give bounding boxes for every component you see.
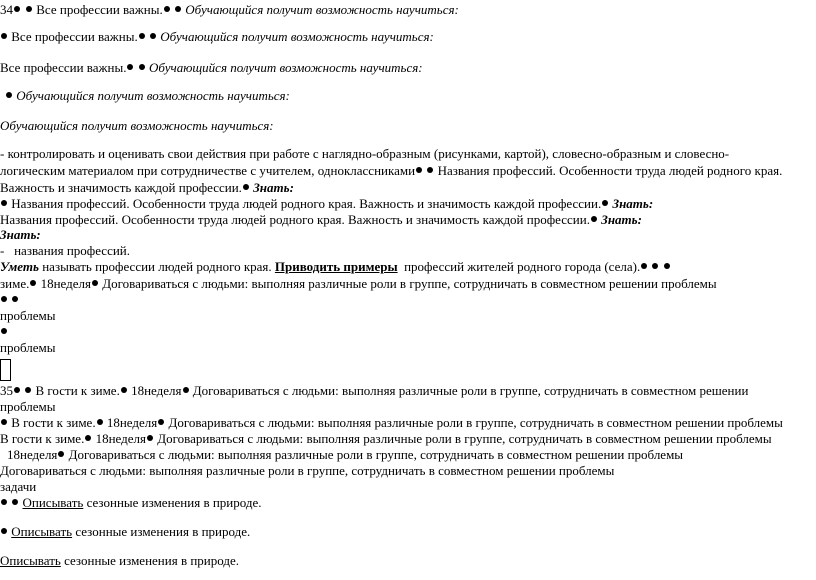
bullet-icon [243, 184, 249, 190]
bullet-icon [427, 167, 433, 173]
text-line [7, 447, 683, 463]
bullet-icon [12, 499, 18, 505]
control-text-line-2: логическим материалом при сотрудничестве с учителем, одноклассниками [0, 163, 416, 178]
bullet-icon [6, 92, 12, 98]
negotiate-text: Договариваться с людьми: выполняя различные роли в группе, сотрудничать в совместном решении проблемы [0, 463, 615, 478]
student-opportunity-text: Обучающийся получит возможность научиться: [148, 60, 423, 75]
bullet-icon [1, 33, 7, 39]
give-examples-link: Приводить примеры [274, 259, 398, 274]
week-text: 18неделя [95, 431, 146, 446]
know-label: Знать: [612, 196, 654, 211]
all-important-text: Все профессии важны. [0, 60, 127, 75]
student-opportunity-text: Обучающийся получит возможность научиться: [0, 118, 274, 133]
examples-rest-text: профессий жителей родного города (села). [404, 259, 641, 274]
bullet-icon [147, 435, 153, 441]
text-line [0, 524, 250, 540]
bullet-icon [175, 6, 181, 12]
student-opportunity-text: Обучающийся получит возможность научиться: [160, 29, 434, 44]
bullet-icon [26, 6, 32, 12]
bullet-icon [664, 263, 670, 269]
names-text: Названия профессий. Особенности труда людей родного края. [0, 212, 345, 227]
know-label: Знать: [0, 227, 41, 242]
bullet-icon [1, 200, 7, 206]
text-line [0, 29, 434, 45]
problems-text: проблемы [0, 399, 56, 414]
dash: - [0, 243, 5, 258]
importance-text: Важность и значимость каждой профессии. [0, 180, 242, 195]
week-text: 18неделя [40, 276, 92, 291]
negotiate-text: Договариваться с людьми: выполняя различные роли в группе, сотрудничать в совместном решении проблемы [157, 431, 772, 446]
bullet-icon [591, 216, 597, 222]
text-line [0, 415, 783, 431]
text-line [0, 431, 772, 447]
text-line [0, 553, 239, 569]
can-text: называть профессии людей родного края. [42, 259, 272, 274]
week-text: 18неделя [131, 383, 182, 398]
bullet-icon [14, 6, 20, 12]
bullet-icon [127, 64, 133, 70]
winter-text: зиме. [0, 276, 30, 291]
bullet-icon [121, 387, 127, 393]
importance-text: Важность и значимость каждой профессии. [359, 196, 602, 211]
text-line [0, 383, 748, 399]
know-dash-text: названия профессий. [14, 243, 131, 258]
visit-winter-text: В гости к зиме. [11, 415, 96, 430]
text-line [0, 60, 423, 76]
bullet-icon [1, 328, 7, 334]
text-line [0, 495, 262, 511]
text-line [0, 212, 642, 228]
know-label: Знать: [601, 212, 642, 227]
text-line [0, 196, 653, 212]
negotiate-text: Договариваться с людьми: выполняя различные роли в группе, сотрудничать в совместном решении проблемы [102, 276, 717, 291]
visit-winter-text: В гости к зиме. [0, 431, 85, 446]
text-line [5, 88, 290, 104]
week-text: 18неделя [7, 447, 58, 462]
bullet-icon [14, 387, 20, 393]
bullet-icon [602, 200, 608, 206]
empty-box [0, 359, 11, 381]
bullet-icon [1, 419, 7, 425]
seasonal-text: сезонные изменения в природе. [64, 553, 240, 568]
bullet-icon [1, 296, 7, 302]
text-line [0, 259, 671, 275]
bullet-icon [85, 435, 91, 441]
bullet-icon [58, 451, 64, 457]
problems-text: проблемы [0, 340, 56, 355]
negotiate-short-text: Договариваться с людьми: выполняя различные роли в группе, сотрудничать в совместном решении [192, 383, 749, 398]
problems-text: проблемы [0, 308, 56, 323]
text-line [0, 324, 8, 340]
tasks-text: задачи [0, 479, 37, 494]
lesson-number: 35 [0, 383, 13, 398]
text-line [0, 292, 19, 308]
lesson-number: 34 [0, 2, 13, 17]
can-label: Уметь [0, 259, 39, 274]
bullet-icon [1, 499, 7, 505]
bullet-icon [12, 296, 18, 302]
describe-link: Описывать [11, 524, 73, 539]
bullet-icon [164, 6, 170, 12]
describe-link: Описывать [0, 553, 61, 568]
bullet-icon [97, 419, 103, 425]
bullet-icon [139, 33, 145, 39]
importance-text: Важность и значимость каждой профессии. [348, 212, 590, 227]
control-text-line-1: - контролировать и оценивать свои действия при работе с наглядно-образным (рисунками, картой), словесно-образным и словесно- [0, 146, 730, 161]
seasonal-text: сезонные изменения в природе. [75, 524, 251, 539]
week-text: 18неделя [106, 415, 158, 430]
bullet-icon [641, 263, 647, 269]
bullet-icon [30, 280, 36, 286]
bullet-icon [92, 280, 98, 286]
know-label: Знать: [253, 180, 294, 195]
bullet-icon [150, 33, 156, 39]
bullet-icon [158, 419, 164, 425]
all-important-text: Все профессии важны. [11, 29, 138, 44]
negotiate-text: Договариваться с людьми: выполняя различные роли в группе, сотрудничать в совместном решении проблемы [168, 415, 783, 430]
text-line [0, 163, 782, 179]
bullet-icon [1, 528, 7, 534]
names-text: Названия профессий. Особенности труда людей родного края. [437, 163, 783, 178]
bullet-icon [652, 263, 658, 269]
negotiate-text: Договариваться с людьми: выполняя различные роли в группе, сотрудничать в совместном решении проблемы [68, 447, 684, 462]
names-text: Названия профессий. Особенности труда людей родного края. [11, 196, 357, 211]
text-line [0, 276, 717, 292]
visit-winter-text: В гости к зиме. [35, 383, 120, 398]
all-important-text: Все профессии важны. [36, 2, 163, 17]
describe-link: Описывать [22, 495, 84, 510]
text-line [0, 2, 459, 18]
student-opportunity-text: Обучающийся получит возможность научиться: [185, 2, 459, 17]
seasonal-text: сезонные изменения в природе. [86, 495, 262, 510]
bullet-icon [139, 64, 145, 70]
bullet-icon [25, 387, 31, 393]
student-opportunity-text: Обучающийся получит возможность научиться: [16, 88, 290, 103]
bullet-icon [183, 387, 189, 393]
text-line [0, 243, 130, 259]
text-line [0, 180, 294, 196]
bullet-icon [416, 167, 422, 173]
